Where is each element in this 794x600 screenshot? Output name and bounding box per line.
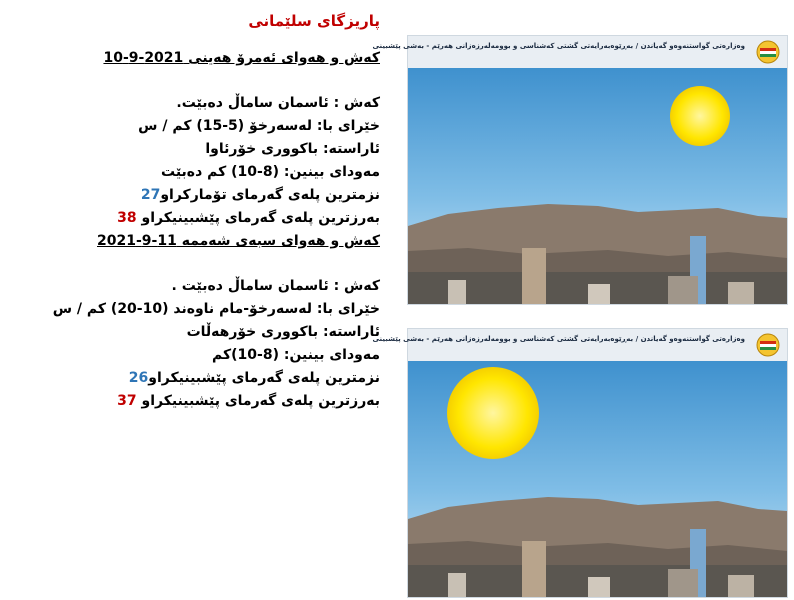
tomorrow-condition: کەش : ئاسمان ساماڵ دەبێت . (171, 278, 380, 294)
tomorrow-min-temp-label: نزمترین پلەی گەرمای پێشبینیکراو (148, 370, 380, 386)
today-min-temp-label: نزمترین پلەی گەرمای تۆمارکراو (160, 187, 380, 203)
kurdistan-emblem-icon (757, 41, 779, 63)
today-max-temp-value: 38 (117, 210, 137, 226)
banner-bar (372, 329, 787, 361)
today-wind-direction: ئاراستە: باکووری خۆرئاوا (205, 141, 380, 157)
tomorrow-wind-direction: ئاراستە: باکووری خۆرهەڵات (186, 324, 380, 340)
banner-text: وەزارەتی گواستنەوەو گەیاندن / بەڕێوەبەرایەتی گشتی کەشناسی و بوومەلەرزەزانی هەرێم - بەشی پێشبینی (372, 42, 745, 50)
kurdistan-emblem-icon (757, 334, 779, 356)
today-min-temp-value: 27 (140, 187, 161, 203)
tomorrow-max-temp-value: 37 (117, 393, 137, 409)
today-condition: کەش : ئاسمان ساماڵ دەبێت. (176, 95, 380, 111)
tomorrow-max-temp-label: بەرزترین پلەی گەرمای پێشبینیکراو (141, 393, 380, 409)
tomorrow-min-temp-value: 26 (128, 370, 149, 386)
forecast-text (30, 10, 380, 413)
today-max-temp-label: بەرزترین پلەی گەرمای پێشبینیکراو (141, 210, 380, 226)
today-weather-image (372, 35, 788, 305)
sun-icon (670, 86, 730, 146)
tomorrow-min-temp (30, 367, 380, 390)
tomorrow-max-temp (30, 390, 380, 413)
banner-bar (372, 36, 787, 68)
tomorrow-weather-image (372, 328, 788, 598)
today-min-temp (30, 184, 380, 207)
sun-icon (447, 367, 539, 459)
tomorrow-heading: کەش و هەوای سبەی شەممە 11-9-2021 (97, 233, 380, 249)
today-visibility: مەودای بینین: (8-10) کم دەبێت (161, 164, 380, 180)
today-wind-speed: خێرای با: لەسەرخۆ (5-15) کم / س (138, 118, 380, 134)
today-max-temp (30, 207, 380, 230)
tomorrow-wind-speed: خێرای با: لەسەرخۆ-مام ناوەند (10-20) کم / س (52, 301, 380, 317)
banner-text: وەزارەتی گواستنەوەو گەیاندن / بەڕێوەبەرایەتی گشتی کەشناسی و بوومەلەرزەزانی هەرێم - بەشی پێشبینی (372, 335, 745, 343)
page-title: پاریزگای سلێمانی (248, 12, 380, 30)
tomorrow-visibility: مەودای بینین: (8-10)کم (212, 347, 380, 363)
today-heading: کەش و هەوای ئەمرۆ هەینی 2021-9-10 (103, 50, 380, 66)
